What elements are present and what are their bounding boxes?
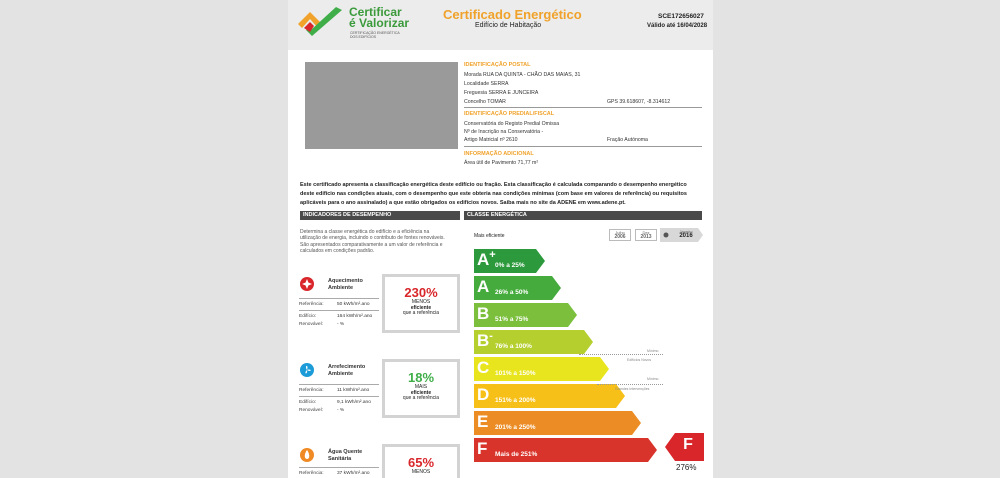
heating-performance-box (382, 274, 460, 333)
min-new-label-2: Edifícios Novos (627, 358, 652, 362)
min-major-label-1: Mínimo (647, 377, 659, 381)
heating-percent: 230% (404, 285, 438, 300)
logo-line-2: é Valorizar (349, 16, 410, 30)
reference-value: 11 kWh/m².ano (337, 388, 370, 393)
divider (299, 396, 379, 397)
energy-grade-range: 151% a 200% (495, 397, 536, 404)
indicator-heating (299, 276, 379, 334)
building-value: 164 kWh/m².ano (337, 314, 373, 319)
hot-water-icon (299, 447, 315, 463)
indicator-title: Aquecimento Ambiente (328, 278, 363, 291)
indicator-hot-water (299, 447, 379, 478)
heating-word-2: eficiente (410, 304, 432, 311)
energy-grade-range: 26% a 50% (495, 289, 529, 296)
result-percent: 276% (676, 463, 697, 472)
certificate-subtitle: Edifício de Habitação (475, 22, 542, 29)
divider (464, 146, 702, 147)
energy-grade-row (474, 357, 610, 381)
postal-address: Morada RUA DA QUINTA - CHÃO DAS MAIAS, 31 (464, 72, 581, 78)
energy-grade-arrow (474, 411, 642, 435)
additional-area: Área útil de Pavimento 71,77 m² (464, 160, 539, 166)
indicator-title: Arrefecimento Ambiente (328, 364, 366, 377)
divider (299, 384, 379, 385)
postal-locality: Localidade SERRA (464, 81, 509, 87)
divider (299, 467, 379, 468)
cooling-percent: 18% (407, 370, 435, 385)
energy-grade-row (474, 303, 578, 327)
energy-grade-range: 201% a 250% (495, 424, 536, 431)
energy-grade-letter: B (477, 304, 490, 323)
min-major-interventions-line (597, 384, 663, 385)
indicator-cooling (299, 362, 379, 420)
cooling-word-1: MAIS (414, 384, 428, 390)
min-new-buildings-line (579, 354, 663, 355)
checkmark-logo-icon (296, 6, 348, 38)
energy-grade-letter: F (477, 439, 488, 458)
hot-water-percent: 65% (407, 455, 435, 470)
period-2013: Dez 2013 (635, 229, 657, 241)
energy-grade-letter: D (477, 385, 490, 404)
building-photo (305, 62, 458, 149)
period-2006: Julho 2006 (609, 229, 631, 241)
period-2016: Janeiro 2016 (679, 229, 693, 239)
postal-parish: Freguesia SERRA E JUNCEIRA (464, 90, 539, 96)
reference-label: Referência: (299, 388, 324, 393)
renewable-label: Renovável: (299, 408, 323, 413)
registry-registration: Nº de Inscrição na Conservatória - (464, 129, 544, 135)
energy-grade-row (474, 249, 546, 273)
renewable-value: - % (337, 408, 345, 413)
registry-tax-article: Artigo Matricial nº 2610 (464, 137, 518, 143)
certificate-code: SCE172656027 (658, 13, 704, 20)
indicator-title: Água Quente Sanitária (328, 449, 363, 462)
registry-heading: IDENTIFICAÇÃO PREDIAL/FISCAL (464, 111, 555, 117)
energy-grade-row (474, 384, 626, 408)
reference-label: Referência: (299, 302, 324, 307)
divider (464, 107, 702, 108)
energy-grade-arrow (474, 357, 610, 381)
building-label: Edifício: (299, 314, 317, 319)
energy-grade-letter: E (477, 412, 489, 431)
registry-conservatory: Conservatória do Registo Predial Omissa (464, 121, 560, 127)
postal-heading: IDENTIFICAÇÃO POSTAL (464, 62, 531, 68)
energy-grade-arrow (474, 438, 658, 462)
energy-grade-range: 51% a 75% (495, 316, 529, 323)
indicators-heading: INDICADORES DE DESEMPENHO (300, 211, 460, 220)
renewable-label: Renovável: (299, 322, 323, 327)
building-value: 9,1 kWh/m².ano (337, 400, 371, 405)
more-efficient-label: Mais eficiente (474, 233, 505, 239)
result-class-letter: F (683, 436, 693, 453)
postal-county: Concelho TOMAR (464, 99, 506, 105)
energy-grade-arrow (474, 384, 626, 408)
energy-grade-letter: C (477, 358, 490, 377)
energy-grade-range: 0% a 25% (495, 262, 525, 269)
energy-grade-row (474, 330, 594, 354)
certificate-header (288, 0, 713, 50)
additional-heading: INFORMAÇÃO ADICIONAL (464, 151, 534, 157)
postal-gps: GPS 39.618607, -8.314612 (607, 99, 671, 105)
divider (299, 298, 379, 299)
reference-label: Referência: (299, 471, 324, 476)
energy-grade-range: 101% a 150% (495, 370, 536, 377)
hot-water-performance-box (382, 444, 460, 478)
energy-grade-range: 76% a 100% (495, 343, 532, 350)
energy-grade-row (474, 276, 562, 300)
heating-word-3: que a referência (402, 310, 440, 316)
energy-grade-letter: A (477, 277, 490, 296)
intro-paragraph: Este certificado apresenta a classificação energética deste edifício ou fração. Esta classificação é calculada comparando o desempenho energético deste edifício nas condições atuais, com o desempenho que este obteria nas condições mínimas (com base em valores de referência) ou requisitos aplicáveis para o ano assinalado) a que estão obrigados os edifícios novos. Saiba mais no site da ADENE em www.adene.pt. (300, 182, 687, 206)
energy-grade-arrow (474, 303, 578, 327)
logo-subtitle: CERTIFICAÇÃO ENERGÉTICA DOS EDIFÍCIOS (350, 31, 400, 39)
reference-value: 50 kWh/m².ano (337, 302, 370, 307)
valid-until: Válido até 16/04/2028 (647, 23, 708, 29)
certificate-title: Certificado Energético (443, 7, 582, 22)
renewable-value: - % (337, 322, 345, 327)
energy-grade-row (474, 411, 642, 435)
cooling-word-2: eficiente (410, 389, 432, 396)
heating-icon (299, 276, 315, 292)
energy-grade-row (474, 438, 658, 462)
building-label: Edifício: (299, 400, 317, 405)
divider (299, 310, 379, 311)
heating-word-1: MENOS (411, 299, 431, 305)
cooling-performance-box (382, 359, 460, 418)
registry-fraction: Fração Autónoma (607, 137, 648, 143)
energy-grade-letter: B- (477, 330, 493, 350)
energy-grade-letter: A+ (477, 249, 496, 269)
energy-grade-range: Mais de 251% (495, 451, 538, 458)
energy-class-heading: CLASSE ENERGÉTICA (464, 211, 702, 220)
cooling-word-3: que a referência (402, 395, 440, 401)
medal-icon (664, 233, 669, 238)
cooling-fan-icon (299, 362, 315, 378)
logo-line-1: Certificar (349, 5, 402, 19)
hot-water-word-1: MENOS (411, 469, 431, 475)
indicators-description: Determina a classe energética do edifício e a eficiência na utilização de energia, incluindo o contributo de fontes renováveis. São apresentados comparativamente a um valor de referência e calculados em condições padrão. (300, 229, 445, 254)
reference-value: 37 kWh/m².ano (337, 471, 370, 476)
min-new-label-1: Mínimo (647, 349, 659, 353)
min-major-label-2: Grandes Intervenções (615, 387, 650, 391)
energy-certificate (288, 0, 713, 478)
